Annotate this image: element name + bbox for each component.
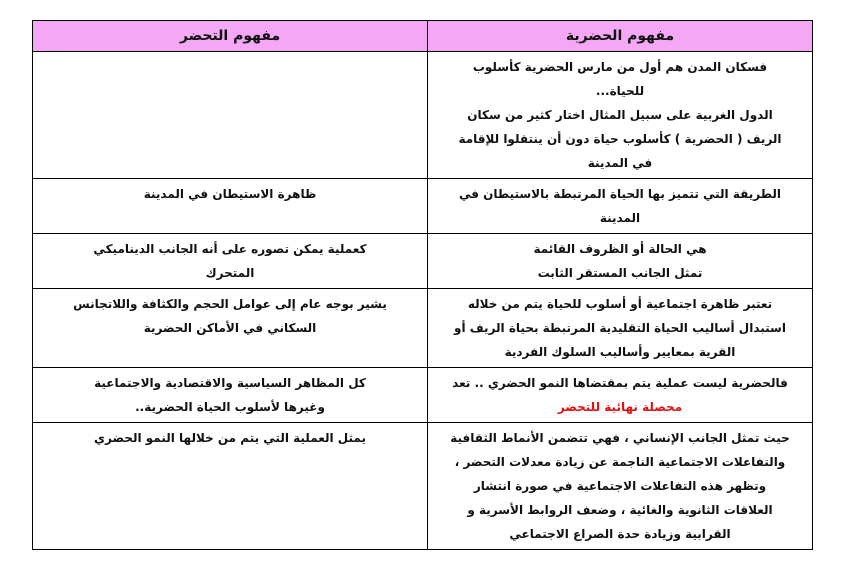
cell-line: المتحرك: [205, 266, 255, 280]
cell-hadariya: [428, 52, 813, 179]
cell-tahaddur: [33, 179, 428, 234]
table-row: [33, 234, 813, 289]
cell-line: فالحضرية ليست عملية يتم بمقتضاها النمو الحضري .. تعد: [452, 376, 788, 390]
cell-tahaddur: [33, 234, 428, 289]
cell-line: تعتبر ظاهرة اجتماعية أو أسلوب للحياة يتم من خلاله: [467, 297, 773, 311]
cell-tahaddur-empty: [33, 52, 428, 179]
cell-line: الدول الغربية على سبيل المثال اختار كثير من سكان: [467, 108, 773, 122]
cell-line: المدينة: [599, 211, 641, 225]
table-row: [33, 289, 813, 368]
cell-tahaddur: [33, 289, 428, 368]
table-row: [33, 179, 813, 234]
table-row: [33, 52, 813, 179]
cell-hadariya: [428, 368, 813, 423]
cell-line: للحياة...: [595, 84, 645, 98]
cell-line: كعملية يمكن تصوره على أنه الجانب الديناميكي: [93, 242, 367, 256]
cell-line: كل المظاهر السياسية والاقتصادية والاجتماعية: [94, 376, 366, 390]
header-hadariya: مفهوم الحضرية: [428, 21, 813, 52]
cell-hadariya: [428, 423, 813, 550]
cell-line: وتظهر هذه التفاعلات الاجتماعية في صورة انتشار: [473, 479, 767, 493]
cell-hadariya: [428, 234, 813, 289]
cell-line: الطريقة التي تتميز بها الحياة المرتبطة بالاستيطان في: [458, 187, 782, 201]
cell-line: القرابية وزيادة حدة الصراع الاجتماعي: [509, 527, 731, 541]
cell-line: فسكان المدن هم أول من مارس الحضرية كأسلوب: [472, 60, 768, 74]
cell-line: العلاقات الثانوية والغائية ، وضعف الروابط الأسرية و: [467, 503, 773, 517]
table-row: [33, 423, 813, 550]
cell-line: تمثل الجانب المستقر الثابت: [537, 266, 703, 280]
cell-line: السكاني في الأماكن الحضرية: [143, 321, 317, 335]
cell-line: حيث تمثل الجانب الإنساني ، فهي تتضمن الأنماط الثقافية: [450, 431, 790, 445]
cell-line: في المدينة: [587, 156, 653, 170]
cell-tahaddur: [33, 368, 428, 423]
cell-hadariya: [428, 289, 813, 368]
cell-line: هي الحالة أو الظروف القائمة: [533, 242, 707, 256]
cell-line: استبدال أساليب الحياة التقليدية المرتبطة بحياة الريف أو: [454, 321, 786, 335]
cell-hadariya: [428, 179, 813, 234]
header-tahaddur: مفهوم التحضر: [33, 21, 428, 52]
cell-line: يمثل العملية التي يتم من خلالها النمو الحضري: [94, 431, 366, 445]
highlighted-text: محصلة نهائية للتحضر: [557, 400, 683, 414]
cell-line: وغيرها لأسلوب الحياة الحضرية..: [135, 400, 325, 414]
cell-line: القرية بمعايير وأساليب السلوك الفردية: [504, 345, 736, 359]
cell-tahaddur: [33, 423, 428, 550]
cell-line: الريف ( الحضرية ) كأسلوب حياة دون أن ينتقلوا للإقامة: [458, 132, 782, 146]
table-row: [33, 368, 813, 423]
cell-line: والتفاعلات الاجتماعية الناجمة عن زيادة معدلات التحضر ،: [454, 455, 786, 469]
comparison-table: [32, 20, 813, 550]
header-row: [33, 21, 813, 52]
cell-line: ظاهرة الاستيطان في المدينة: [143, 187, 317, 201]
cell-line: يشير بوجه عام إلى عوامل الحجم والكثافة واللاتجانس: [73, 297, 387, 311]
